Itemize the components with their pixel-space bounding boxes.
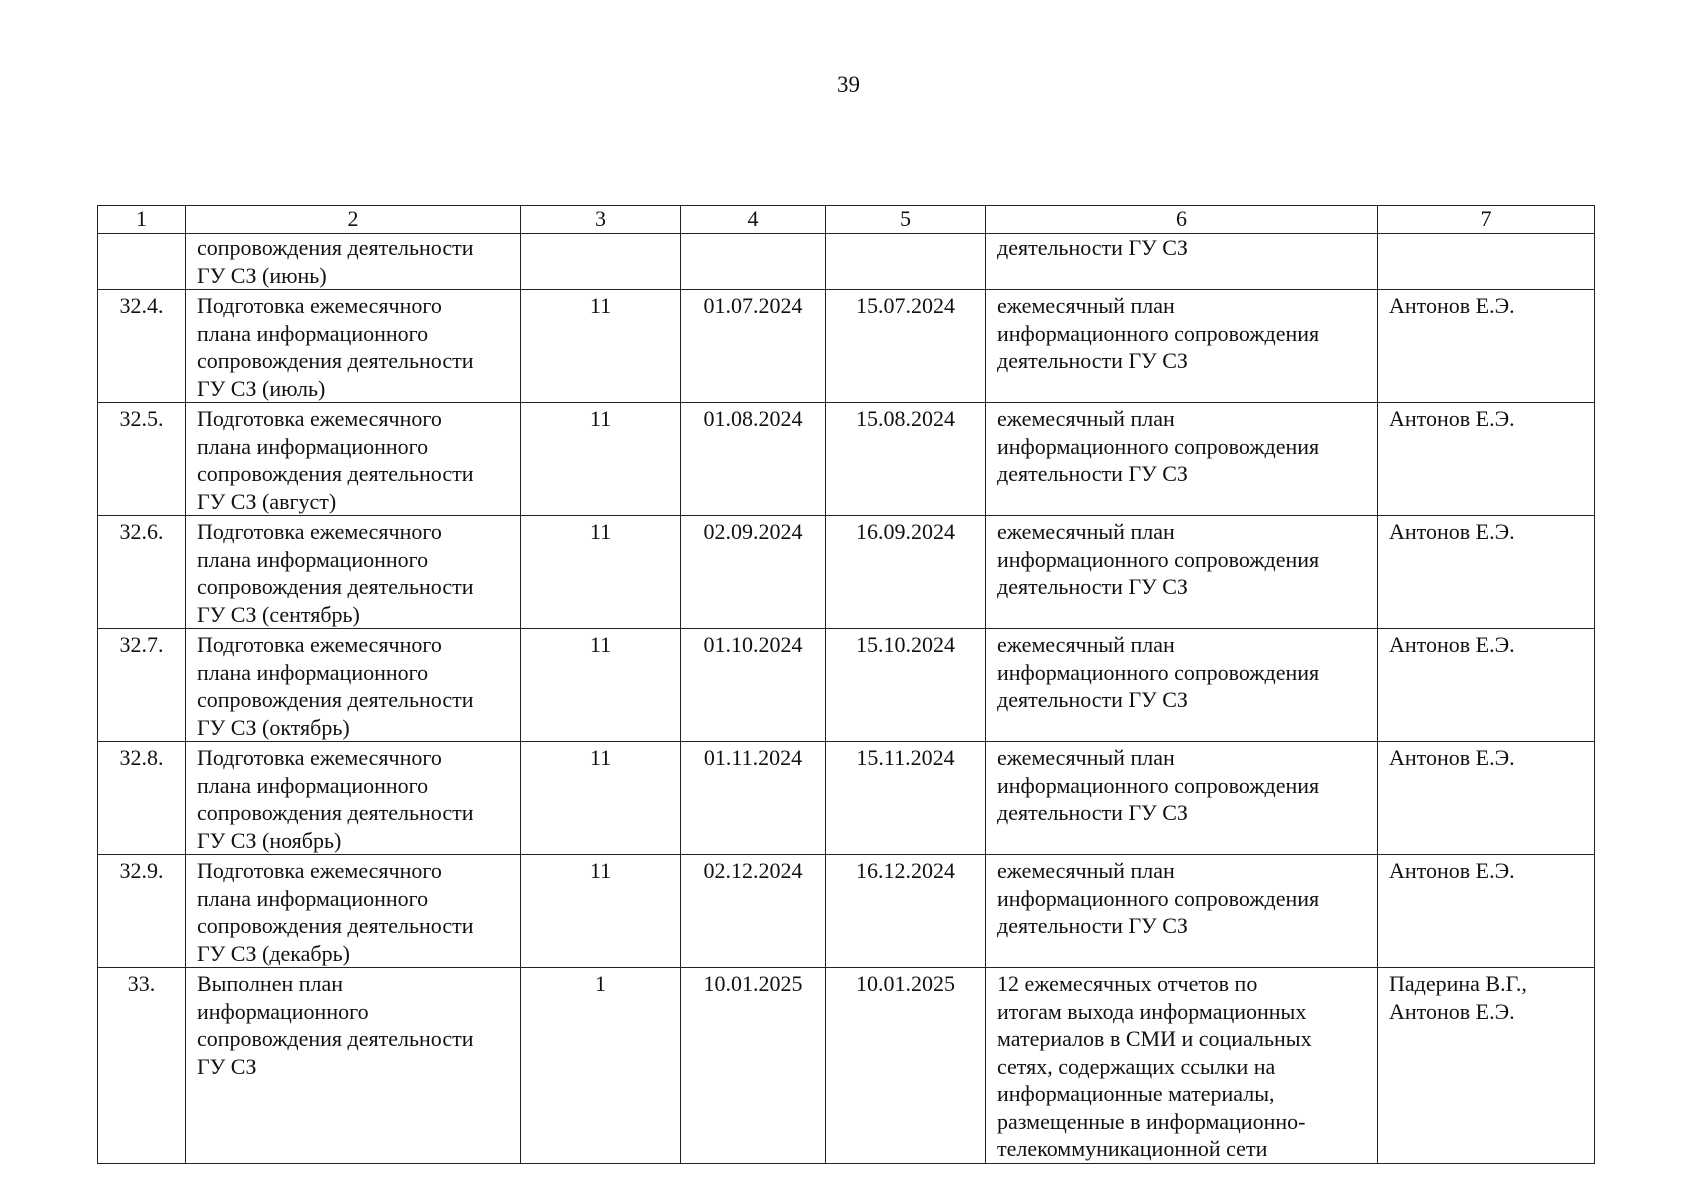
cell-text-line: размещенные в информационно- (997, 1108, 1306, 1134)
quantity-cell (521, 968, 681, 1164)
cell-text-line: сопровождения деятельности (197, 235, 474, 260)
cell-text-line: ГУ СЗ (август) (197, 488, 337, 514)
task-name-cell (186, 290, 521, 403)
end-date-cell (826, 629, 986, 742)
start-date-cell (681, 742, 826, 855)
cell-text-line: информационного сопровождения (997, 546, 1320, 572)
cell-text: 11 (589, 406, 612, 431)
cell-text: 32.9. (119, 858, 164, 883)
quantity-cell (521, 290, 681, 403)
task-name-cell (186, 742, 521, 855)
cell-text-line: ежемесячный план (997, 406, 1175, 431)
cell-text-line: Антонов Е.Э. (1389, 519, 1515, 544)
responsible-cell (1378, 516, 1595, 629)
cell-text-line: плана информационного (197, 772, 429, 798)
cell-text-line: деятельности ГУ СЗ (997, 913, 1188, 938)
cell-text-line: ГУ СЗ (декабрь) (197, 940, 350, 966)
cell-text: 10.01.2025 (703, 971, 803, 996)
result-cell (986, 516, 1378, 629)
end-date-cell (826, 290, 986, 403)
table-row (98, 742, 1595, 855)
cell-text: 11 (589, 632, 612, 657)
cell-text: 11 (589, 858, 612, 883)
item-number-cell (98, 290, 186, 403)
start-date-cell (681, 855, 826, 968)
plan-table (97, 205, 1595, 1164)
cell-text-line: телекоммуникационной сети (997, 1136, 1268, 1161)
table-row (98, 968, 1595, 1164)
cell-text-line: ежемесячный план (997, 519, 1175, 544)
start-date-cell (681, 403, 826, 516)
cell-text-line: Выполнен план (197, 971, 344, 996)
end-date-cell (826, 968, 986, 1164)
cell-text-line: информационные материалы, (997, 1081, 1275, 1106)
cell-text-line: деятельности ГУ СЗ (997, 235, 1188, 260)
table-body (98, 234, 1595, 1164)
cell-text: 11 (589, 745, 612, 770)
task-name-cell (186, 403, 521, 516)
cell-text-line: ГУ СЗ (июль) (197, 375, 326, 401)
item-number-cell (98, 629, 186, 742)
cell-text-line: Антонов Е.Э. (1389, 745, 1515, 770)
responsible-cell (1378, 629, 1595, 742)
result-cell (986, 403, 1378, 516)
column-number: 5 (826, 206, 986, 234)
result-cell (986, 968, 1378, 1164)
cell-text: 32.7. (119, 632, 164, 657)
cell-text-line: информационного сопровождения (997, 772, 1320, 798)
quantity-cell (521, 234, 681, 290)
cell-text: 32.4. (119, 293, 164, 318)
quantity-cell (521, 855, 681, 968)
table-row (98, 516, 1595, 629)
end-date-cell (826, 855, 986, 968)
quantity-cell (521, 403, 681, 516)
item-number-cell (98, 742, 186, 855)
cell-text-line: Подготовка ежемесячного (197, 745, 442, 770)
cell-text: 15.10.2024 (856, 632, 955, 657)
cell-text-line: ежемесячный план (997, 858, 1175, 883)
cell-text-line: сопровождения деятельности (197, 913, 474, 938)
item-number-cell (98, 516, 186, 629)
item-number-cell (98, 403, 186, 516)
cell-text: 33. (127, 971, 156, 996)
column-number: 6 (986, 206, 1378, 234)
start-date-cell (681, 234, 826, 290)
task-name-cell (186, 516, 521, 629)
column-number: 2 (186, 206, 521, 234)
cell-text-line: Подготовка ежемесячного (197, 858, 442, 883)
responsible-cell (1378, 234, 1595, 290)
cell-text: 02.09.2024 (703, 519, 803, 544)
table-row (98, 290, 1595, 403)
cell-text-line: плана информационного (197, 885, 429, 911)
cell-text-line: сопровождения деятельности (197, 687, 474, 712)
column-number: 4 (681, 206, 826, 234)
cell-text-line: информационного сопровождения (997, 320, 1320, 346)
cell-text-line: сопровождения деятельности (197, 574, 474, 599)
task-name-cell (186, 968, 521, 1164)
cell-text-line: информационного (197, 998, 369, 1024)
cell-text-line: сопровождения деятельности (197, 461, 474, 486)
cell-text: 16.12.2024 (856, 858, 955, 883)
cell-text: 32.6. (119, 519, 164, 544)
cell-text: 16.09.2024 (856, 519, 955, 544)
cell-text: 15.08.2024 (856, 406, 955, 431)
cell-text-line: Подготовка ежемесячного (197, 632, 442, 657)
cell-text-line: Антонов Е.Э. (1389, 632, 1515, 657)
cell-text-line: ГУ СЗ (июнь) (197, 262, 327, 288)
cell-text-line: сопровождения деятельности (197, 1026, 474, 1051)
table-row (98, 855, 1595, 968)
cell-text-line: ГУ СЗ (сентябрь) (197, 601, 360, 627)
cell-text-line: плана информационного (197, 320, 429, 346)
cell-text-line: ГУ СЗ (ноябрь) (197, 827, 342, 853)
cell-text-line: деятельности ГУ СЗ (997, 687, 1188, 712)
cell-text-line: сопровождения деятельности (197, 800, 474, 825)
cell-text-line: плана информационного (197, 546, 429, 572)
cell-text-line: плана информационного (197, 433, 429, 459)
cell-text: 15.07.2024 (856, 293, 955, 318)
cell-text-line: информационного сопровождения (997, 433, 1320, 459)
result-cell (986, 290, 1378, 403)
column-number: 3 (521, 206, 681, 234)
cell-text-line: деятельности ГУ СЗ (997, 461, 1188, 486)
cell-text-line: ежемесячный план (997, 632, 1175, 657)
responsible-cell (1378, 290, 1595, 403)
result-cell (986, 629, 1378, 742)
cell-text-line: Антонов Е.Э. (1389, 406, 1515, 431)
quantity-cell (521, 629, 681, 742)
cell-text: 11 (589, 519, 612, 544)
item-number-cell (98, 855, 186, 968)
cell-text-line: информационного сопровождения (997, 659, 1320, 685)
cell-text: 1 (595, 971, 606, 996)
cell-text-line: Подготовка ежемесячного (197, 293, 442, 318)
page-number: 39 (837, 72, 860, 97)
start-date-cell (681, 629, 826, 742)
cell-text: 15.11.2024 (856, 745, 955, 770)
start-date-cell (681, 290, 826, 403)
cell-text: 01.11.2024 (703, 745, 803, 770)
task-name-cell (186, 629, 521, 742)
cell-text-line: Антонов Е.Э. (1389, 998, 1515, 1024)
cell-text-line: Подготовка ежемесячного (197, 519, 442, 544)
quantity-cell (521, 516, 681, 629)
cell-text-line: Подготовка ежемесячного (197, 406, 442, 431)
cell-text-line: информационного сопровождения (997, 885, 1320, 911)
table-row (98, 403, 1595, 516)
cell-text: 10.01.2025 (856, 971, 955, 996)
cell-text: 01.07.2024 (703, 293, 803, 318)
cell-text-line: ГУ СЗ (октябрь) (197, 714, 350, 740)
column-number-row (98, 206, 1595, 234)
cell-text: 01.08.2024 (703, 406, 803, 431)
cell-text: 11 (589, 293, 612, 318)
task-name-cell (186, 855, 521, 968)
cell-text-line: деятельности ГУ СЗ (997, 348, 1188, 373)
result-cell (986, 234, 1378, 290)
start-date-cell (681, 968, 826, 1164)
cell-text-line: ежемесячный план (997, 293, 1175, 318)
end-date-cell (826, 516, 986, 629)
column-number: 7 (1378, 206, 1595, 234)
cell-text-line: 12 ежемесячных отчетов по (997, 971, 1258, 996)
result-cell (986, 742, 1378, 855)
cell-text-line: итогам выхода информационных (997, 998, 1307, 1024)
end-date-cell (826, 742, 986, 855)
cell-text-line: ежемесячный план (997, 745, 1175, 770)
item-number-cell (98, 234, 186, 290)
cell-text-line: плана информационного (197, 659, 429, 685)
table-row (98, 234, 1595, 290)
cell-text-line: сетях, содержащих ссылки на (997, 1053, 1276, 1079)
cell-text-line: материалов в СМИ и социальных (997, 1026, 1312, 1051)
responsible-cell (1378, 855, 1595, 968)
cell-text-line: Антонов Е.Э. (1389, 858, 1515, 883)
end-date-cell (826, 234, 986, 290)
cell-text-line: деятельности ГУ СЗ (997, 800, 1188, 825)
quantity-cell (521, 742, 681, 855)
cell-text: 02.12.2024 (703, 858, 803, 883)
end-date-cell (826, 403, 986, 516)
result-cell (986, 855, 1378, 968)
start-date-cell (681, 516, 826, 629)
responsible-cell (1378, 403, 1595, 516)
cell-text-line: сопровождения деятельности (197, 348, 474, 373)
cell-text-line: Падерина В.Г., (1389, 971, 1527, 996)
cell-text-line: Антонов Е.Э. (1389, 293, 1515, 318)
responsible-cell (1378, 968, 1595, 1164)
table-row (98, 629, 1595, 742)
cell-text-line: деятельности ГУ СЗ (997, 574, 1188, 599)
cell-text: 01.10.2024 (703, 632, 803, 657)
responsible-cell (1378, 742, 1595, 855)
cell-text-line: ГУ СЗ (197, 1053, 257, 1079)
column-number: 1 (98, 206, 186, 234)
cell-text: 32.8. (119, 745, 164, 770)
cell-text: 32.5. (119, 406, 164, 431)
task-name-cell (186, 234, 521, 290)
item-number-cell (98, 968, 186, 1164)
